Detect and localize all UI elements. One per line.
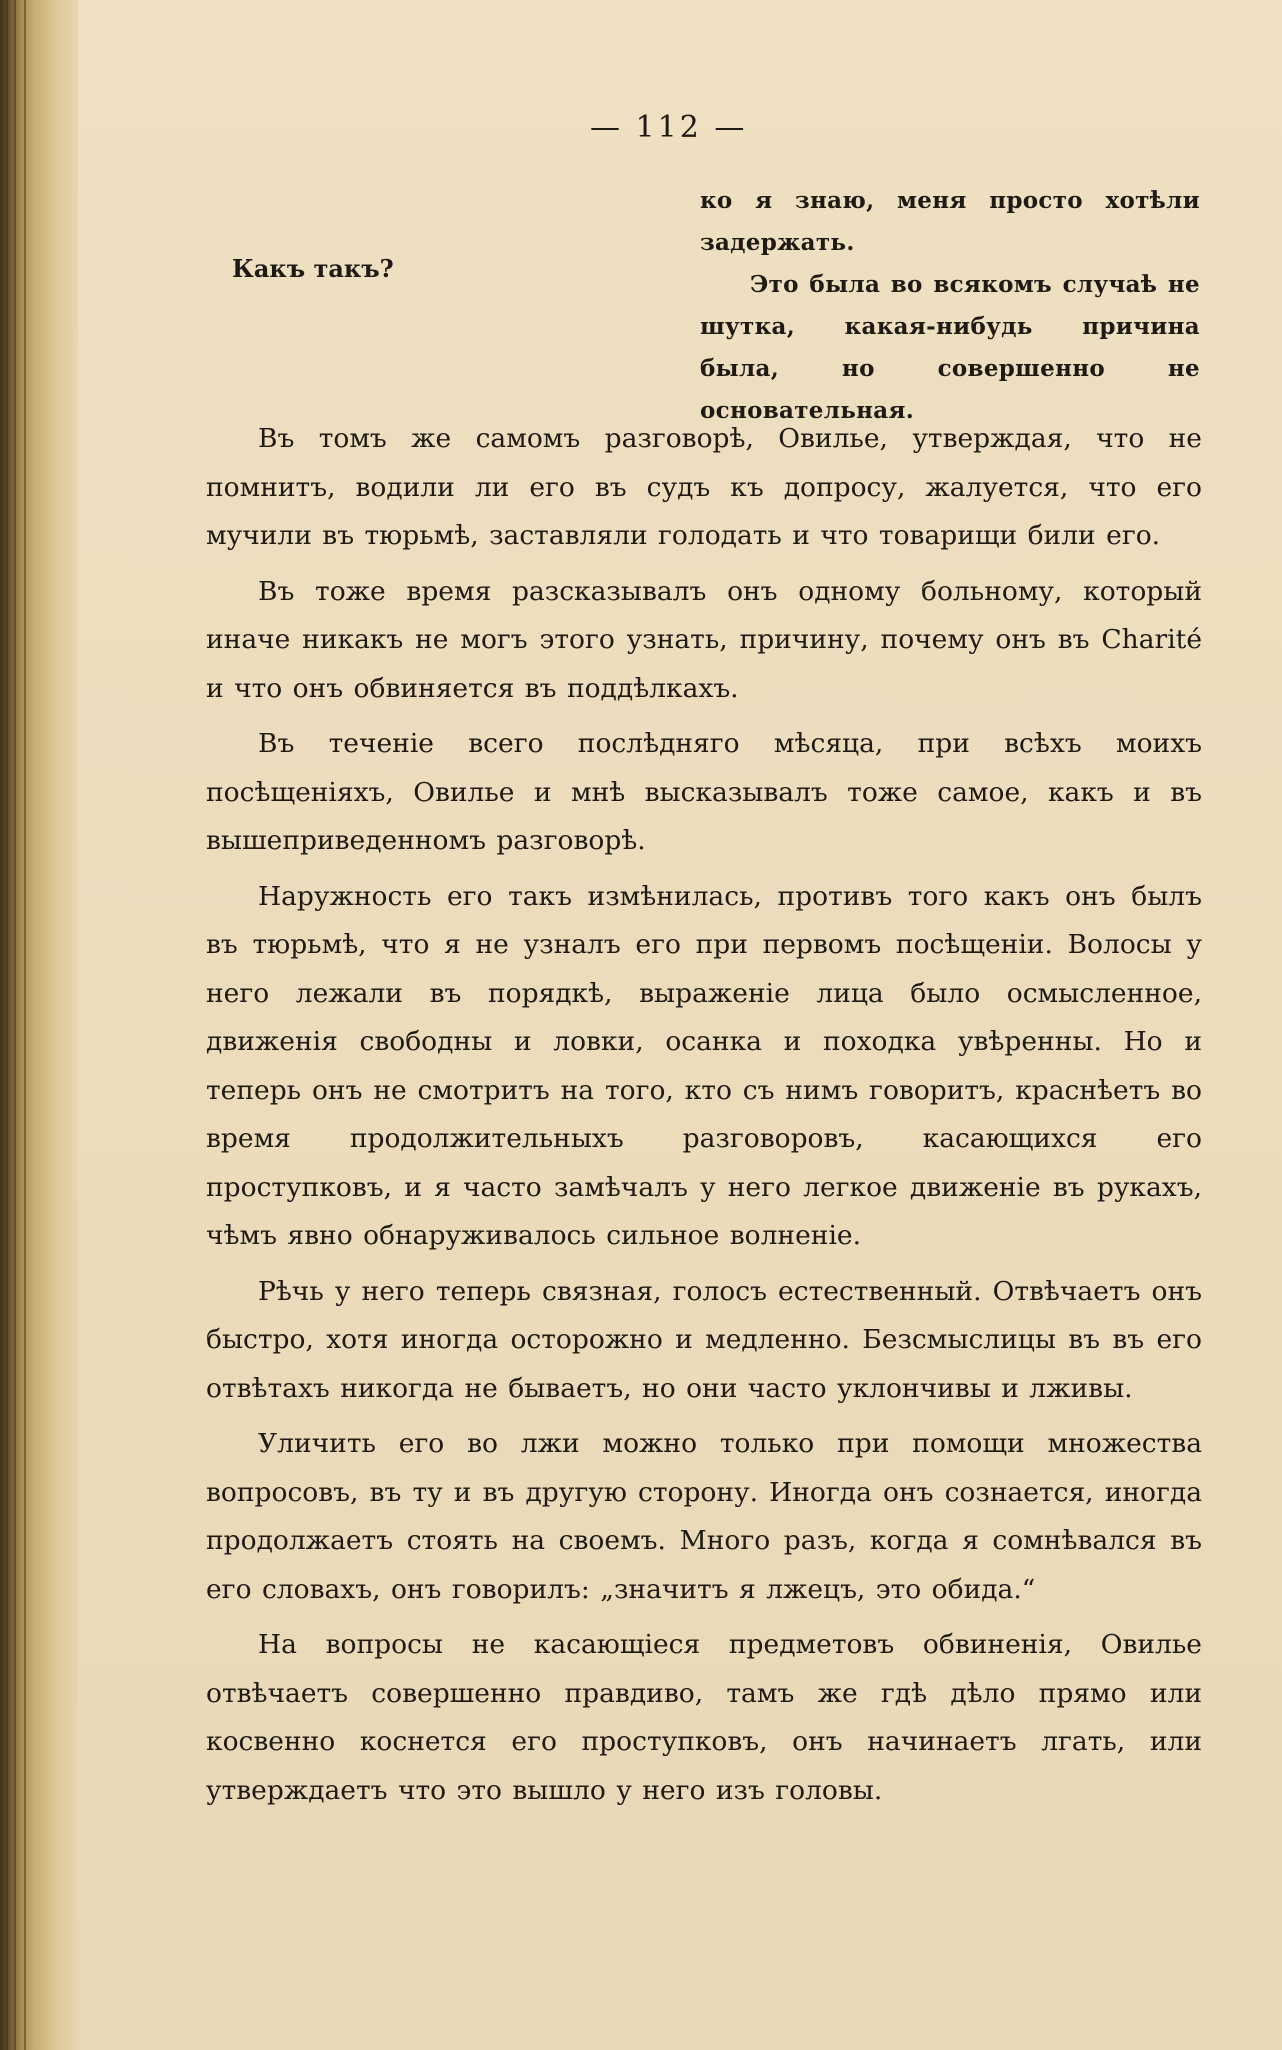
page-number: — 112 — xyxy=(590,110,748,145)
dialog-answer-line: ко я знаю, меня просто хотѣли задержать. xyxy=(700,187,1200,256)
paragraph: Уличить его во лжи можно только при помощи множества вопросовъ, въ ту и въ другую сторону. Иногда онъ сознается, иногда продолжаетъ стоять на своемъ. Много разъ, когда я сомнѣвался въ его словахъ, онъ говорилъ: „значитъ я лжецъ, это обида.“ xyxy=(206,1428,1202,1605)
dialog-answer xyxy=(700,180,1200,432)
paragraph: Наружность его такъ измѣнилась, противъ того какъ онъ былъ въ тюрьмѣ, что я не узналъ его при первомъ посѣщеніи. Волосы у него лежали въ порядкѣ, выраженіе лица было осмысленное, движенія свободны и ловки, осанка и походка увѣренны. Но и теперь онъ не смотритъ на того, кто съ нимъ говоритъ, краснѣетъ во время продолжительныхъ разговоровъ, касающихся его проступковъ, и я часто замѣчалъ у него легкое движеніе въ рукахъ, чѣмъ явно обнаруживалось сильное волненіе. xyxy=(206,880,1202,1251)
paragraph: Въ теченіе всего послѣдняго мѣсяца, при всѣхъ моихъ посѣщеніяхъ, Овилье и мнѣ высказывалъ тоже самое, какъ и въ вышеприведенномъ разговорѣ. xyxy=(206,728,1202,856)
body-text xyxy=(206,415,1202,1822)
spine-line xyxy=(6,0,8,2050)
paragraph: Въ тоже время разсказывалъ онъ одному больному, который иначе никакъ не могъ этого узнать, причину, почему онъ въ Charité и что онъ обвиняется въ поддѣлкахъ. xyxy=(206,575,1202,704)
paragraph: Въ томъ же самомъ разговорѣ, Овилье, утверждая, что не помнитъ, водили ли его въ судъ къ допросу, жалуется, что его мучили въ тюрьмѣ, заставляли голодать и что товарищи били его. xyxy=(206,423,1202,551)
paragraph: Рѣчь у него теперь связная, голосъ естественный. Отвѣчаетъ онъ быстро, хотя иногда осторожно и медленно. Безсмыслицы въ въ его отвѣтахъ никогда не бываетъ, но они часто уклончивы и лживы. xyxy=(206,1275,1202,1404)
paragraph: На вопросы не касающіеся предметовъ обвиненія, Овилье отвѣчаетъ совершенно правдиво, тамъ же гдѣ дѣло прямо или косвенно коснется его проступковъ, онъ начинаетъ лгать, или утверждаетъ что это вышло у него изъ головы. xyxy=(206,1629,1202,1806)
spine-line xyxy=(24,0,26,2050)
dialog-answer-line: Это была во всякомъ случаѣ не шутка, какая-нибудь причина была, но совершенно не основательная. xyxy=(700,271,1200,424)
dialog-question: Какъ такъ? xyxy=(232,254,394,283)
book-spine xyxy=(0,0,78,2050)
spine-line xyxy=(14,0,16,2050)
